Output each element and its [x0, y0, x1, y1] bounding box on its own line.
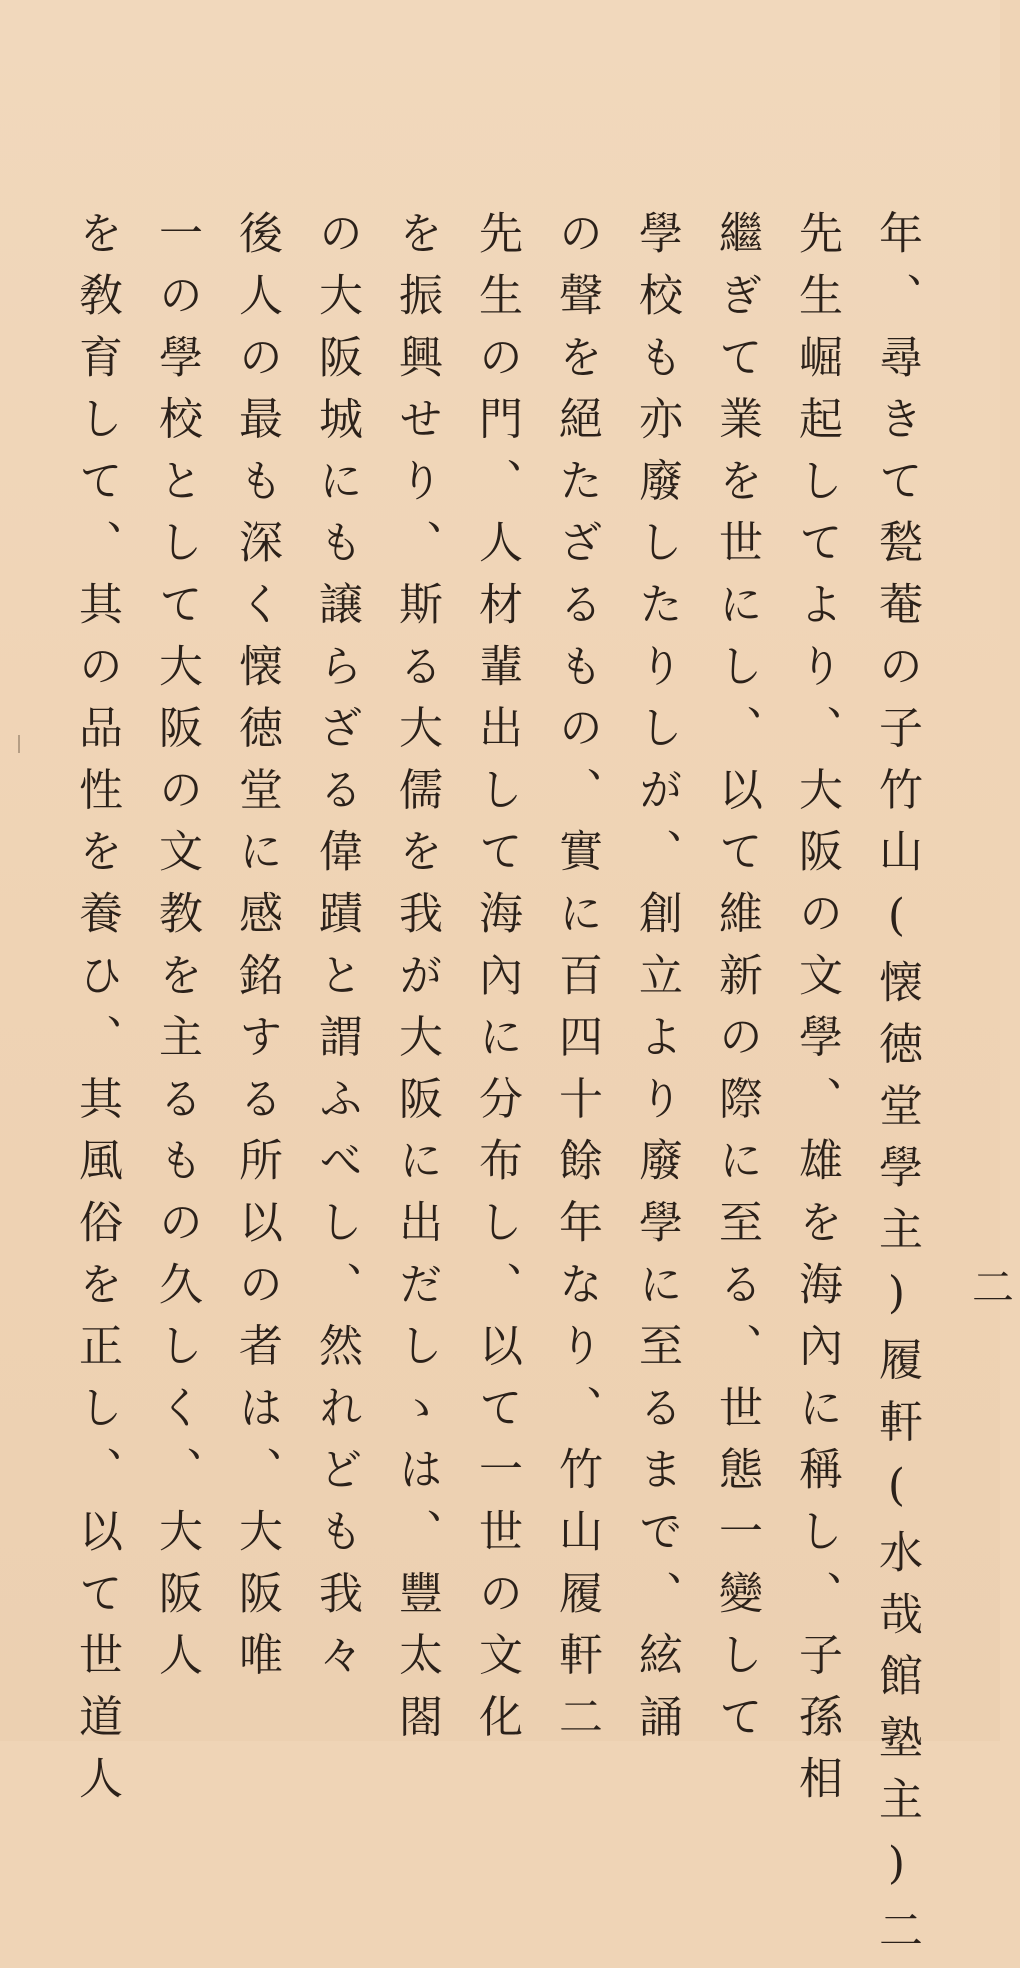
binding-mark	[18, 735, 20, 753]
text-column-3: 繼ぎて業を世にし、以て維新の際に至る、世態一變して	[711, 210, 762, 1755]
text-column-1: 年、尋きて甃菴の子竹山(懐徳堂學主)履軒(水哉館塾主)二	[871, 210, 922, 1968]
text-column-4: 學校も亦廢したりしが、創立より廢學に至るまで、絃誦	[631, 210, 682, 1755]
text-column-7: を振興せり、斯る大儒を我が大阪に出だしゝは、豐太閤	[391, 210, 442, 1755]
page-number: 二	[966, 1265, 1015, 1307]
text-column-11: を敎育して、其の品性を養ひ、其風俗を正し、以て世道人	[71, 210, 122, 1817]
text-column-2: 先生崛起してより、大阪の文學、雄を海內に稱し、子孫相	[791, 210, 842, 1817]
text-column-5: の聲を絕たざるもの、實に百四十餘年なり、竹山履軒二	[551, 210, 602, 1755]
text-column-9: 後人の最も深く懐徳堂に感銘する所以の者は、大阪唯	[231, 210, 282, 1694]
text-column-8: の大阪城にも譲らざる偉蹟と謂ふべし、然れども我々	[311, 210, 362, 1694]
text-column-10: 一の學校として大阪の文教を主るもの久しく、大阪人	[151, 210, 202, 1694]
text-column-6: 先生の門、人材輩出して海內に分布し、以て一世の文化	[471, 210, 522, 1755]
